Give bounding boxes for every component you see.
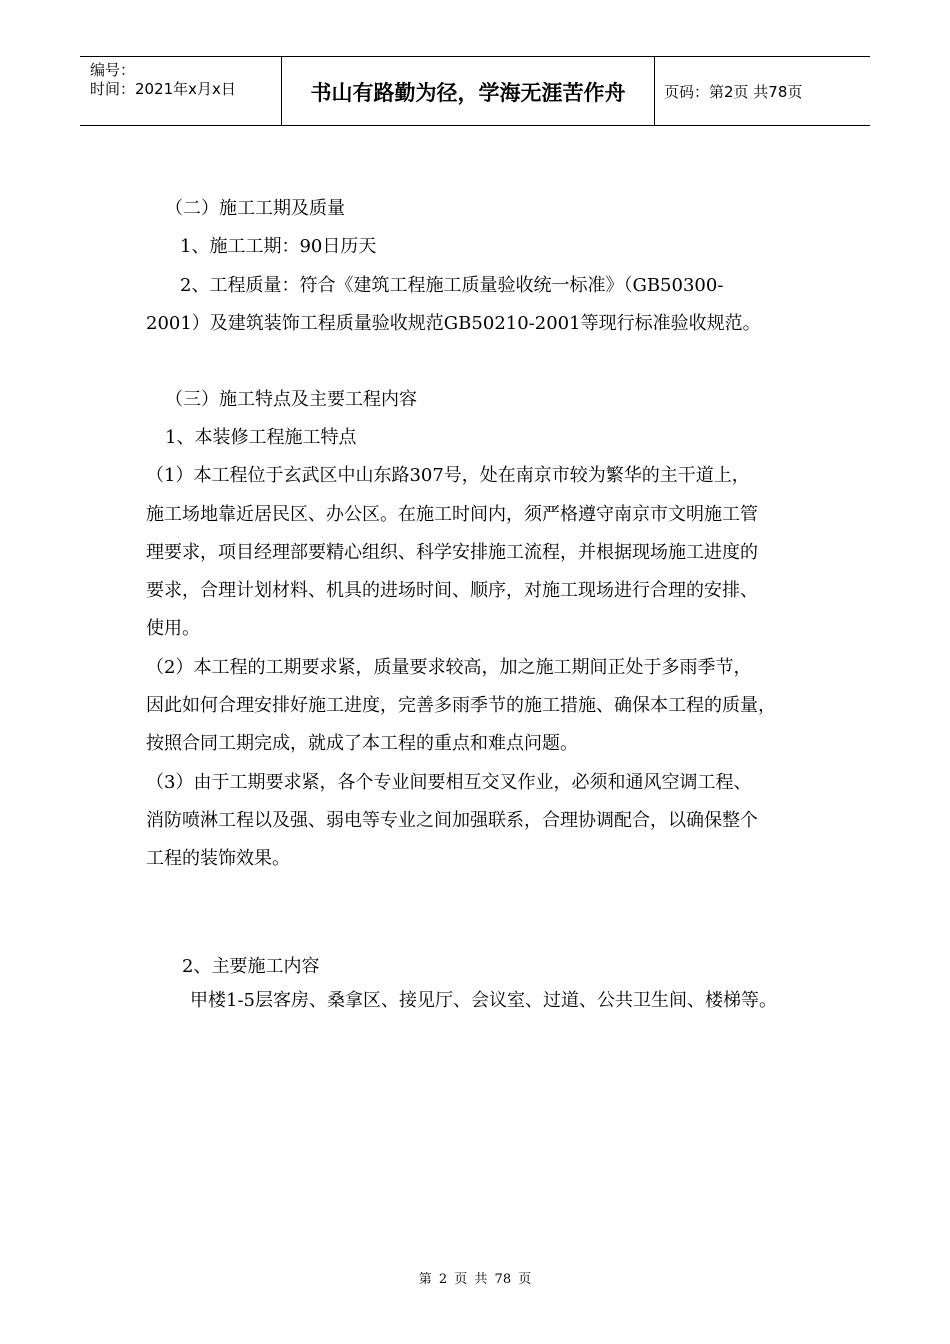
paragraph-line: 要求，合理计划材料、机具的进场时间、顺序，对施工现场进行合理的安排、 xyxy=(146,580,758,601)
paragraph-line: 因此如何合理安排好施工进度，完善多雨季节的施工措施、确保本工程的质量， xyxy=(146,695,776,716)
section-heading: （三）施工特点及主要工程内容 xyxy=(165,389,417,410)
paragraph-line: 理要求，项目经理部要精心组织、科学安排施工流程，并根据现场施工进度的 xyxy=(146,542,758,563)
paragraph-line: 甲楼1-5层客房、桑拿区、接见厅、会议室、过道、公共卫生间、楼梯等。 xyxy=(190,990,777,1011)
subsection-heading: 1、本装修工程施工特点 xyxy=(165,427,357,448)
paragraph-line: 工程的装饰效果。 xyxy=(146,848,290,869)
paragraph-line: 施工场地靠近居民区、办公区。在施工时间内，须严格遵守南京市文明施工管 xyxy=(146,504,758,525)
schedule-item: 1、施工工期：90日历天 xyxy=(180,236,377,257)
subsection-heading: 2、主要施工内容 xyxy=(182,956,320,977)
header-meta xyxy=(90,61,236,99)
paragraph-line: 按照合同工期完成，就成了本工程的重点和难点问题。 xyxy=(146,733,578,754)
header-motto: 书山有路勤为径，学海无涯苦作舟 xyxy=(310,81,626,105)
paragraph-line: （3）由于工期要求紧，各个专业间要相互交叉作业，必须和通风空调工程、 xyxy=(146,772,752,793)
section-heading: （二）施工工期及质量 xyxy=(165,198,345,219)
document-number-label: 编号： xyxy=(90,61,136,79)
paragraph-line: （2）本工程的工期要求紧，质量要求较高，加之施工期间正处于多雨季节， xyxy=(146,657,752,678)
paragraph-line: 消防喷淋工程以及强、弱电等专业之间加强联系，合理协调配合，以确保整个 xyxy=(146,810,758,831)
page-footer: 第 2 页 共 78 页 xyxy=(418,1272,532,1287)
header-page-info: 页码：第2页 共78页 xyxy=(664,83,803,101)
quality-item-line: 2001）及建筑装饰工程质量验收规范GB50210-2001等现行标准验收规范。 xyxy=(146,313,761,334)
paragraph-line: （1）本工程位于玄武区中山东路307号，处在南京市较为繁华的主干道上， xyxy=(146,465,750,486)
quality-item-line: 2、工程质量：符合《建筑工程施工质量验收统一标准》（GB50300- xyxy=(180,275,724,296)
header-divider xyxy=(654,57,655,125)
document-time-label: 时间：2021年x月x日 xyxy=(90,80,236,98)
page-header xyxy=(80,56,870,126)
paragraph-line: 使用。 xyxy=(146,618,200,639)
